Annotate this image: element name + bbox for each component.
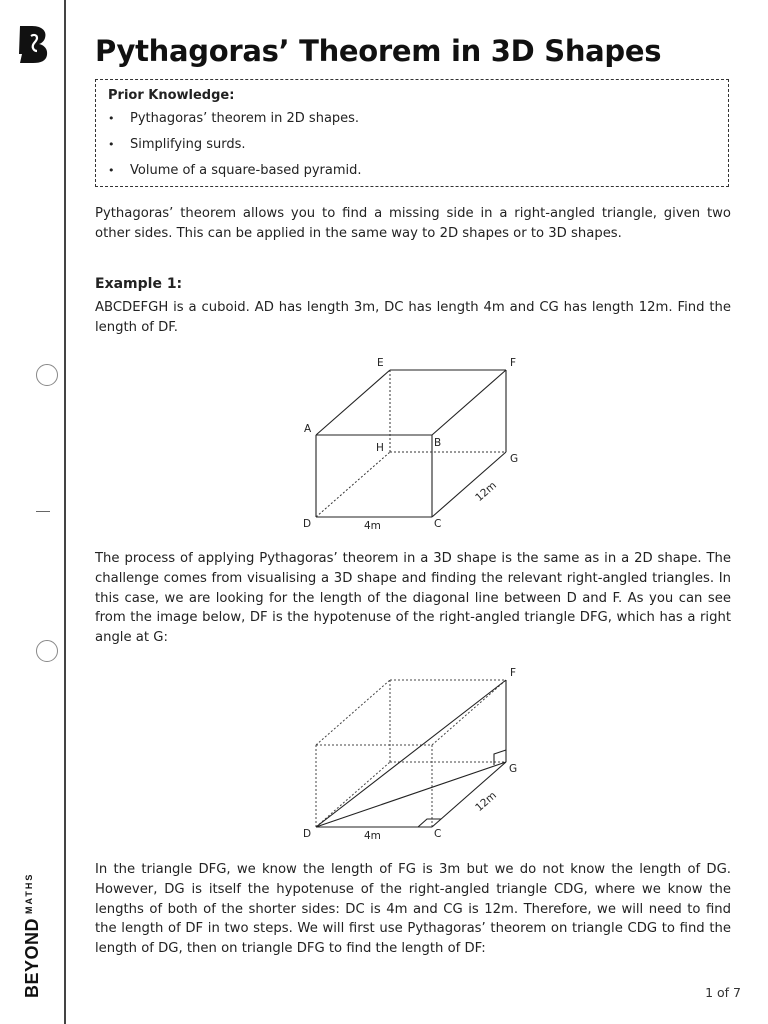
cg-length-label: 12m	[473, 789, 499, 815]
brand-name: BEYOND	[22, 917, 42, 998]
triangle-paragraph: In the triangle DFG, we know the length of FG is 3m but we do not know the length of DG. However, DG is itself the hypotenuse of the right-angled triangle CDG, where we know the lengths of both of the shorter sides: DC is 4m and CG is 12m. Therefore, we will need to find the length of DF in two steps. We will first use Pythagoras’ theorem on triangle CDG to find the length of DG, then on triangle DFG to find the length of DF:	[95, 862, 731, 957]
margin-line	[64, 0, 66, 1024]
page-title: Pythagoras’ Theorem in 3D Shapes	[95, 34, 662, 68]
dc-length-label: 4m	[364, 520, 381, 532]
example-heading: Example 1:	[95, 276, 183, 292]
fold-mark	[36, 511, 50, 512]
vertex-label-c: C	[434, 518, 442, 530]
list-item: • Simplifying surds.	[108, 135, 716, 161]
dc-length-label: 4m	[364, 830, 381, 842]
punch-hole	[36, 364, 58, 386]
vertex-label-d: D	[303, 828, 312, 840]
intro-paragraph: Pythagoras’ theorem allows you to find a missing side in a right-angled triangle, given two other sides. This can be applied in the same way to 2D shapes or to 3D shapes.	[95, 206, 731, 241]
page-number: 1 of 7	[705, 985, 741, 1000]
vertex-label-f: F	[510, 667, 517, 679]
cg-length-label: 12m	[473, 479, 499, 505]
brand-sub: MATHS	[24, 872, 34, 914]
vertex-label-a: A	[304, 423, 312, 435]
prior-knowledge-heading: Prior Knowledge:	[108, 88, 235, 103]
punch-hole	[36, 640, 58, 662]
vertex-label-g: G	[510, 453, 519, 465]
vertex-label-c: C	[434, 828, 442, 840]
vertex-label-e: E	[377, 357, 384, 369]
cuboid-figure	[290, 350, 530, 536]
prior-knowledge-list	[108, 109, 716, 187]
brand-wordmark	[22, 873, 43, 998]
vertex-label-d: D	[303, 518, 312, 530]
triangle-dfg-figure	[290, 662, 530, 846]
prior-knowledge-box	[95, 79, 729, 187]
vertex-label-h: H	[376, 442, 384, 454]
vertex-label-b: B	[434, 437, 442, 449]
process-paragraph: The process of applying Pythagoras’ theorem in a 3D shape is the same as in a 2D shape. The challenge comes from visualising a 3D shape and finding the relevant right-angled triangles. In this case, we are looking for the length of the diagonal line between D and F. As you can see from the image below, DF is the hypotenuse of the right-angled triangle DFG, which has a right angle at G:	[95, 551, 731, 646]
vertex-label-f: F	[510, 357, 517, 369]
list-item: • Volume of a square-based pyramid.	[108, 161, 716, 187]
beyond-logo-icon	[16, 24, 50, 68]
example-question: ABCDEFGH is a cuboid. AD has length 3m, DC has length 4m and CG has length 12m. Find the length of DF.	[95, 300, 731, 335]
list-item: • Pythagoras’ theorem in 2D shapes.	[108, 109, 716, 135]
vertex-label-g: G	[509, 763, 518, 775]
